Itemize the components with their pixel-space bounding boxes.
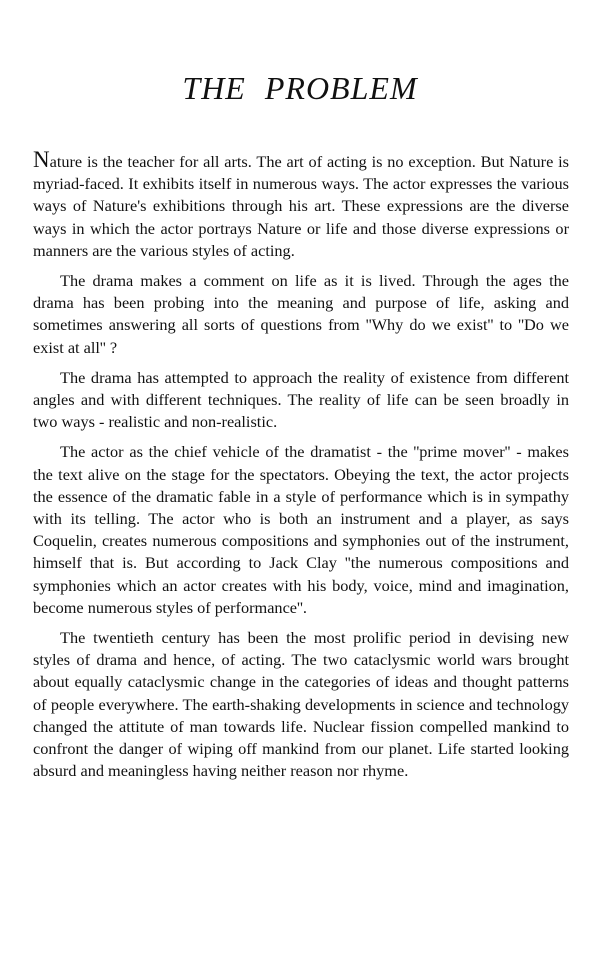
paragraph-4: The actor as the chief vehicle of the dramatist - the ''prime mover'' - makes the text alive on the stage for the spectators. Obeying the text, the actor projects the essence of the dramatic fable in a style of performance which is in sympathy with its telling. The actor who is both an instrument and a player, as says Coquelin, creates numerous compositions and symphonies out of the instrument, himself that is. But according to Jack Clay ''the numerous compositions and symphonies which an actor creates with his body, voice, mind and imagination, become numerous styles of performance''. (33, 442, 569, 617)
paragraph-3: The drama has attempted to approach the reality of existence from different angles and with different techniques. The reality of life can be seen broadly in two ways - realistic and non-realistic. (33, 367, 569, 432)
paragraph-5: The twentieth century has been the most prolific period in devising new styles of drama and hence, of acting. The two cataclysmic world wars brought about equally cataclysmic change in the categories of ideas and thought patterns of people everywhere. The earth-shaking developments in science and technology changed the attitute of man towards life. Nuclear fission compelled mankind to confront the danger of wiping off mankind from our planet. Life started looking absurd and meaningless having neither reason nor rhyme. (33, 628, 569, 781)
paragraph-1 (33, 148, 569, 262)
chapter-title: THE PROBLEM (182, 70, 418, 106)
chapter-body (33, 148, 569, 790)
paragraph-1-text: ature is the teacher for all arts. The art of acting is no exception. But Nature is myriad-faced. It exhibits itself in numerous ways. The actor expresses the various ways of Nature's exhibitions through his art. These expressions are the diverse ways in which the actor portrays Nature or life and those diverse expressions or manners are the various styles of acting. (33, 152, 569, 260)
paragraph-2: The drama makes a comment on life as it is lived. Through the ages the drama has been probing into the meaning and purpose of life, asking and sometimes answering all sorts of questions from ''Why do we exist'' to ''Do we exist at all'' ? (33, 271, 569, 357)
drop-cap: N (33, 147, 50, 172)
